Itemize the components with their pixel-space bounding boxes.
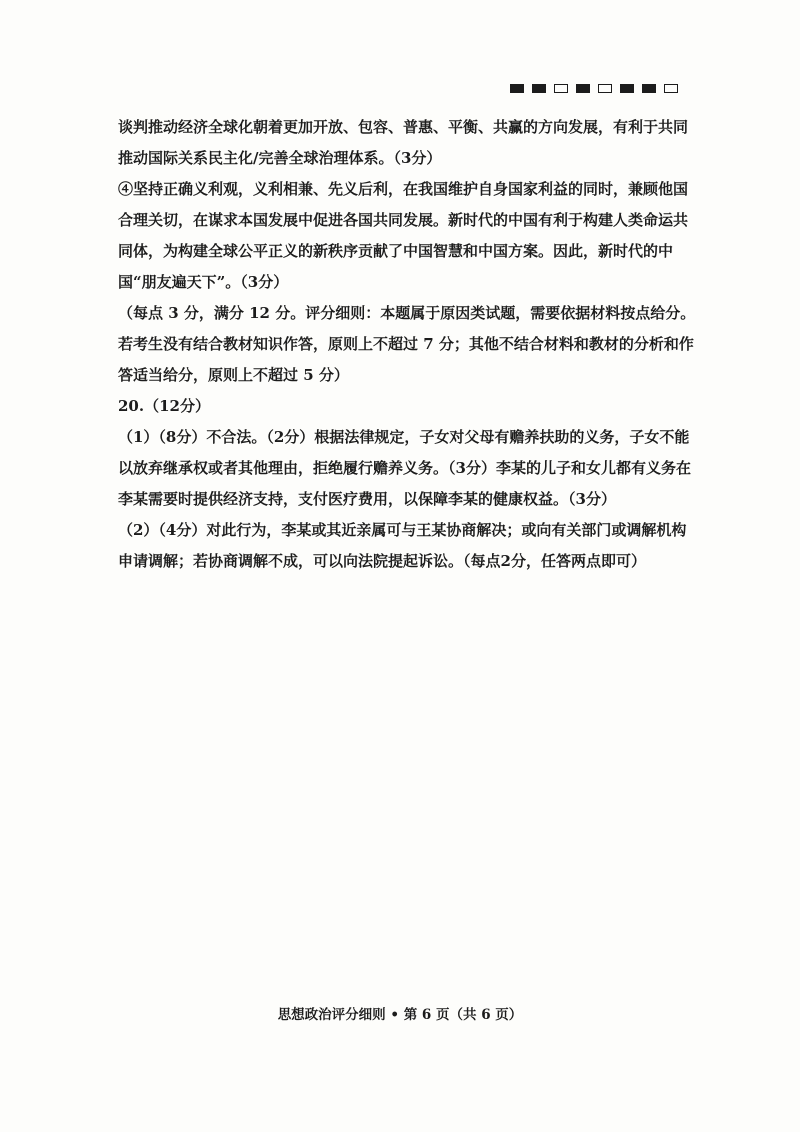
header-mark <box>598 84 612 93</box>
header-mark <box>620 84 634 93</box>
header-mark <box>642 84 656 93</box>
answer-content <box>118 112 700 577</box>
answer-paragraph: ④坚持正确义利观，义利相兼、先义后利，在我国维护自身国家利益的同时，兼顾他国合理关切，在谋求本国发展中促进各国共同发展。新时代的中国有利于构建人类命运共同体，为构建全球公平正义的新秩序贡献了中国智慧和中国方案。因此，新时代的中国“朋友遍天下”。（3分） <box>118 180 689 291</box>
header-marks <box>510 84 678 93</box>
header-mark <box>532 84 546 93</box>
header-mark <box>664 84 678 93</box>
question-20-part-2: （2）（4分）对此行为，李某或其近亲属可与王某协商解决；或向有关部门或调解机构申请调解；若协商调解不成，可以向法院提起诉讼。（每点2分，任答两点即可） <box>118 521 687 570</box>
scoring-note: （每点 3 分，满分 12 分。评分细则：本题属于原因类试题，需要依据材料按点给分。若考生没有结合教材知识作答，原则上不超过 7 分；其他不结合材料和教材的分析和作答适当给分，原则上不超过 5 分） <box>118 304 696 384</box>
page-footer: 思想政治评分细则 • 第 6 页（共 6 页） <box>277 1007 523 1023</box>
header-mark <box>554 84 568 93</box>
question-20-heading: 20.（12分） <box>118 397 210 415</box>
header-mark <box>576 84 590 93</box>
answer-paragraph: 谈判推动经济全球化朝着更加开放、包容、普惠、平衡、共赢的方向发展，有利于共同推动国际关系民主化/完善全球治理体系。（3分） <box>118 118 689 167</box>
header-mark <box>510 84 524 93</box>
question-20-part-1: （1）（8分）不合法。（2分）根据法律规定，子女对父母有赡养扶助的义务，子女不能以放弃继承权或者其他理由，拒绝履行赡养义务。（3分）李某的儿子和女儿都有义务在李某需要时提供经济支持，支付医疗费用，以保障李某的健康权益。（3分） <box>118 428 691 508</box>
